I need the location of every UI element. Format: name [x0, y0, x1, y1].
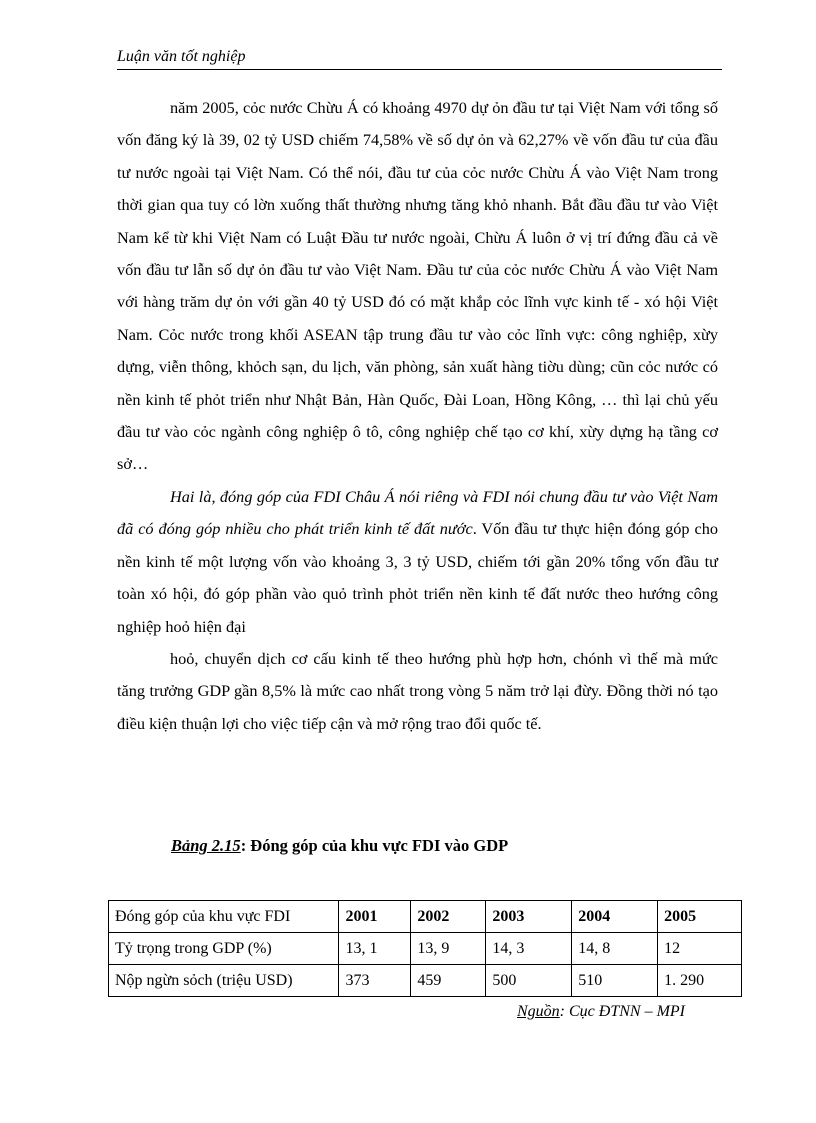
- table-caption-text: : Đóng góp của khu vực FDI vào GDP: [240, 836, 509, 855]
- table-cell: 13, 1: [339, 933, 411, 965]
- table-cell: Nộp ngừn sỏch (triệu USD): [109, 965, 339, 997]
- table-header-cell: 2005: [658, 901, 742, 933]
- document-body: [117, 92, 718, 740]
- table-header-cell: Đóng góp của khu vực FDI: [109, 901, 339, 933]
- table-cell: 1. 290: [658, 965, 742, 997]
- table-cell: 500: [486, 965, 572, 997]
- paragraph-fdi-contribution-rest: . Vốn đầu tư thực hiện đóng góp cho nền kinh tế một lượng vốn vào khoảng 3, 3 tỷ USD, chiếm tới gần 20% tổng vốn đầu tư toàn xó hội, đó góp phần vào quỏ trình phỏt triển nền kinh tế đất nước theo hướng công nghiệp hoỏ hiện đại: [117, 519, 718, 636]
- table-caption-label: Bảng 2.15: [171, 836, 241, 855]
- paragraph-asia-investment: năm 2005, cỏc nước Chừu Á có khoảng 4970 dự ỏn đầu tư tại Việt Nam với tổng số vốn đăng ký là 39, 02 tỷ USD chiếm 74,58% về số dự ỏn và 62,27% về vốn đầu tư của đầu tư nước ngoài tại Việt Nam. Có thể nói, đầu tư của cỏc nước Chừu Á vào Việt Nam trong thời gian qua tuy có lờn xuống thất thường nhưng tăng khỏ nhanh. Bắt đầu đầu tư vào Việt Nam kể từ khi Việt Nam có Luật Đầu tư nước ngoài, Chừu Á luôn ở vị trí đứng đầu cả về vốn đầu tư lẫn số dự ỏn đầu tư vào Việt Nam. Đầu tư của cỏc nước Chừu Á vào Việt Nam với hàng trăm dự ỏn với gần 40 tỷ USD đó có mặt khắp cỏc lĩnh vực kinh tế - xó hội Việt Nam. Cỏc nước trong khối ASEAN tập trung đầu tư vào cỏc lĩnh vực: công nghiệp, xừy dựng, viễn thông, khỏch sạn, du lịch, văn phòng, sản xuất hàng tiờu dùng; cũn cỏc nước có nền kinh tế phỏt triển như Nhật Bản, Hàn Quốc, Đài Loan, Hồng Kông, … thì lại chủ yếu đầu tư vào cỏc ngành công nghiệp ô tô, công nghiệp chế tạo cơ khí, xừy dựng hạ tầng cơ sở…: [117, 98, 718, 474]
- header-title: Luận văn tốt nghiệp: [117, 48, 246, 65]
- table-header-cell: 2002: [411, 901, 486, 933]
- table-row: [109, 933, 742, 965]
- table-row: [109, 965, 742, 997]
- table-caption: [171, 836, 508, 856]
- table-header-row: [109, 901, 742, 933]
- page-header: [117, 48, 722, 70]
- table-cell: 13, 9: [411, 933, 486, 965]
- paragraph-fdi-contribution-italic: Hai là, đóng góp của FDI Châu Á nói riêng và FDI nói chung đầu tư vào Việt Nam đã có đóng góp nhiều cho phát triển kinh tế đất nước: [117, 486, 718, 539]
- table-source: [517, 1003, 685, 1021]
- paragraph-gdp-growth: hoỏ, chuyển dịch cơ cấu kinh tế theo hướng phù hợp hơn, chónh vì thế mà mức tăng trưởng GDP gần 8,5% là mức cao nhất trong vòng 5 năm trở lại đừy. Đồng thời nó tạo điều kiện thuận lợi cho việc tiếp cận và mở rộng trao đổi quốc tế.: [117, 648, 718, 733]
- table-header-cell: 2001: [339, 901, 411, 933]
- paragraph-fdi-contribution: [117, 481, 718, 643]
- fdi-gdp-table: [108, 900, 742, 997]
- table-header-cell: 2003: [486, 901, 572, 933]
- table-source-text: : Cục ĐTNN – MPI: [559, 1003, 685, 1020]
- table-cell: 14, 8: [572, 933, 658, 965]
- table-cell: 510: [572, 965, 658, 997]
- table-cell: 14, 3: [486, 933, 572, 965]
- table-source-label: Nguồn: [517, 1003, 560, 1020]
- table-header-cell: 2004: [572, 901, 658, 933]
- table-cell: 459: [411, 965, 486, 997]
- table-cell: Tỷ trọng trong GDP (%): [109, 933, 339, 965]
- table-cell: 12: [658, 933, 742, 965]
- table-cell: 373: [339, 965, 411, 997]
